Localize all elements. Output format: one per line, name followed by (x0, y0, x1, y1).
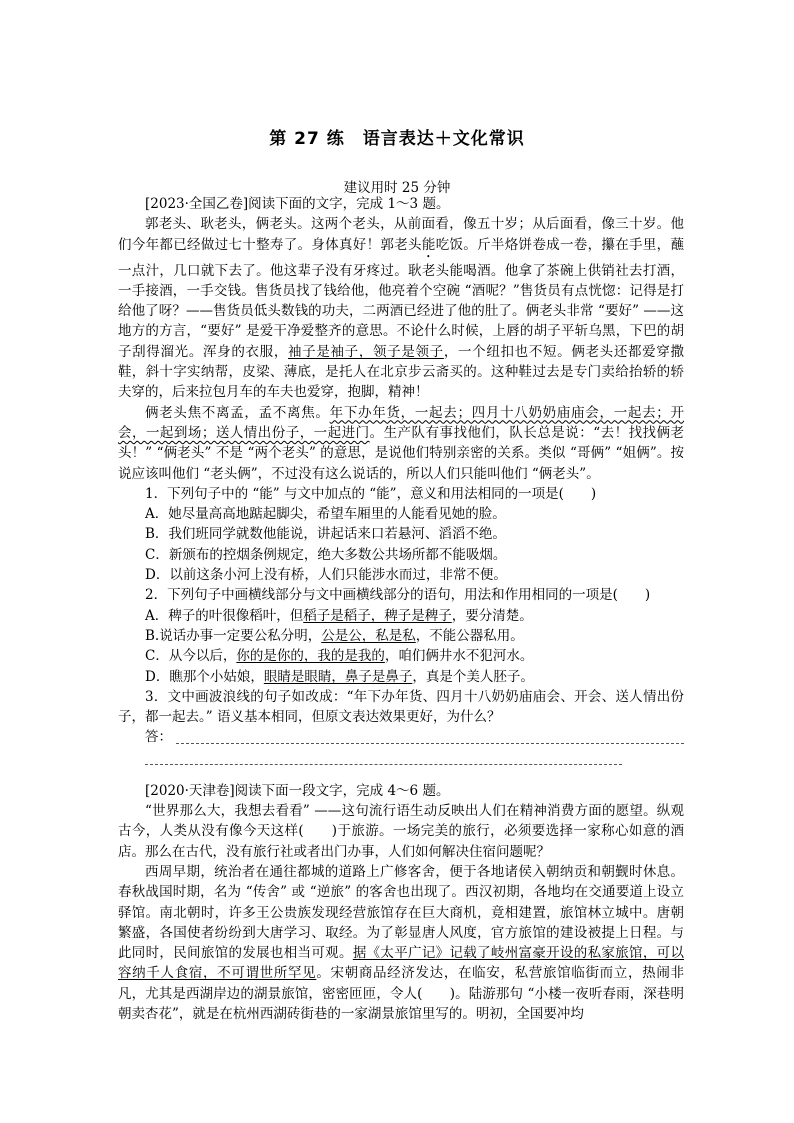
passage-text: 。生产队有事找他们，队长总是说：“去！找找俩老头！” “俩老头” 不是 “两个老头” 的意思，是说他们特别亲密的关系。类似 “哥俩” “姐俩”。按说应该叫他们 “老头俩”，不过没有这么说话的，所以人们只能叫他们 “俩老头”。 (118, 424, 684, 482)
option-text: D．瞧那个小姑娘， (145, 668, 264, 685)
passage2-paragraph2 (118, 862, 684, 1024)
passage-text: 。宋朝商品经济发达，在临安，私营旅馆临街而立，热闹非凡，尤其是西湖岸边的湖景旅馆，密密匝匝，令人( )。陆游那句 “小楼一夜听春雨，深巷明朝卖杏花”，就是在杭州西湖砖街巷的一家湖景旅馆里写的。明初，全国要冲均 (118, 965, 685, 1022)
question-1-option-a: A．她尽量高高地踮起脚尖，希望车厢里的人能看见她的脸。 (145, 506, 506, 523)
passage1-paragraph2 (118, 403, 684, 484)
question-1-stem: 1．下列句子中的 “能” 与文中加点的 “能”，意义和用法相同的一项是( ) (145, 485, 597, 502)
passage-text: 郭老头、耿老头，俩老头。这两个老头，从前面看，像五十岁；从后面看，像三十岁。他们今年都已经做过七十整寿了。身体真好！郭老头 (118, 216, 684, 253)
answer-area (118, 727, 684, 747)
option-text: ，咱们俩井水不犯河水。 (384, 648, 534, 665)
passage-text: ，一个纽扣也不短。俩老头还都爱穿撒鞋，斜十字实纳帮，皮梁、薄底，是托人在北京步云斋买的。这种鞋过去是专门卖给抬轿的轿夫穿的，后来拉包月车的车夫也爱穿，抱脚，精神！ (118, 343, 685, 401)
passage1-paragraph1 (118, 214, 684, 402)
option-text: C．从今以后， (145, 648, 237, 665)
question-1-option-d: D．以前这条小河上没有桥，人们只能涉水而过，非常不便。 (145, 567, 507, 584)
underlined-sentence: 据《太平广记》记载了岐州富豪开设的私家旅馆，可以容纳千人食宿，不可谓世所罕见 (118, 945, 684, 982)
question-1-option-b: B．我们班同学就数他能说，讲起话来口若悬河、滔滔不绝。 (145, 526, 506, 543)
underlined-phrase: 袖子是袖子，领子是领子 (288, 343, 444, 360)
section2-source: [2020·天津卷]阅读下面一段文字，完成 4～6 题。 (145, 782, 450, 799)
question-2-option-a (118, 606, 684, 626)
underlined-phrase: 眼睛是眼睛，鼻子是鼻子 (263, 668, 413, 685)
section1-source: [2023·全国乙卷]阅读下面的文字，完成 1～3 题。 (145, 196, 450, 212)
underlined-phrase: 你的是你的，我的是我的 (236, 648, 385, 665)
underlined-phrase: 稻子是稻子，稗子是稗子 (303, 607, 452, 624)
option-text: A．稗子的叶很像稻叶，但 (145, 607, 304, 624)
time-hint: 建议用时 25 分钟 (343, 180, 451, 196)
answer-line (176, 743, 684, 744)
answer-line (145, 754, 622, 765)
question-2-stem: 2．下列句子中画横线部分与文中画横线部分的语句，用法和作用相同的一项是( ) (145, 587, 651, 604)
option-text: ，不能公器私用。 (415, 627, 524, 644)
question-3-stem: 3．文中画波浪线的句子如改成：“年下办年货、四月十八奶奶庙庙会、开会、送人情出份子，都一起去。” 语义基本相同，但原文表达效果更好，为什么？ (118, 688, 684, 726)
question-2-option-c (118, 646, 684, 666)
answer-label: 答： (145, 729, 172, 746)
underlined-phrase: 公是公，私是私 (321, 627, 416, 644)
wavy-underlined-sentence: 年下办年货，一起去；四月十八奶奶庙庙会，一起去；开会，一起到场；送人情出份子，一起进门 (118, 404, 685, 441)
document-body (118, 194, 684, 1024)
question-2-option-b (118, 626, 684, 646)
dotted-character: 能 (421, 236, 436, 253)
option-text: ，要分清楚。 (451, 607, 533, 624)
option-text: B.说话办事一定要公私分明， (145, 627, 322, 644)
passage-text: 俩老头焦不离孟，孟不离焦。 (145, 404, 330, 421)
passage2-paragraph1: “世界那么大，我想去看看” ——这句流行语生动反映出人们在精神消费方面的愿望。纵观古今，人类从没有像今天这样( )于旅游。一场完美的旅行，必须要选择一家称心如意的酒店。那么在古代，没有旅行社或者出门办事，人们如何解决住宿问题呢？ (118, 803, 684, 860)
question-2-option-d (118, 667, 684, 687)
question-1-option-c: C．新颁布的控烟条例规定，绝大多数公共场所都不能吸烟。 (145, 546, 507, 563)
page-title: 第 27 练 语言表达＋文化常识 (269, 129, 525, 149)
passage-text: 西周早期，统治者在通往都城的道路上广修客舍，便于各地诸侯入朝纳贡和朝觐时休息。春秋战国时期，名为 “传舍” 或 “逆旅” 的客舍也出现了。西汉初期，各地均在交通要道上设立驿馆。南北朝时，许多王公贵族发现经营旅馆存在巨大商机，竟相建置，旅馆林立城中。唐朝繁盛，各国使者纷纷到大唐学习、取经。为了彰显唐人风度，官方旅馆的建设被提上日程。与此同时，民间旅馆的发展也相当可观。 (118, 863, 684, 962)
option-text: ，真是个美人胚子。 (412, 668, 534, 685)
passage-text: 吃饭。斤半烙饼卷成一卷，攥在手里，蘸一点汁，几口就下去了。他这辈子没有牙疼过。耿老头能喝酒。他拿了茶碗上供销社去打酒，一手接酒，一手交钱。售货员找了钱给他，他亮着个空碗 “酒呢？”售货员有点恍惚：记得是打给他了呀？——售货员低头数钱的功夫，二两酒已经进了他的肚了。俩老头非常 “要好” ——这地方的方言，“要好” 是爱干净爱整齐的意思。不论什么时候，上唇的胡子平斩乌黑，下巴的胡子刮得溜光。浑身的衣服， (118, 236, 684, 360)
